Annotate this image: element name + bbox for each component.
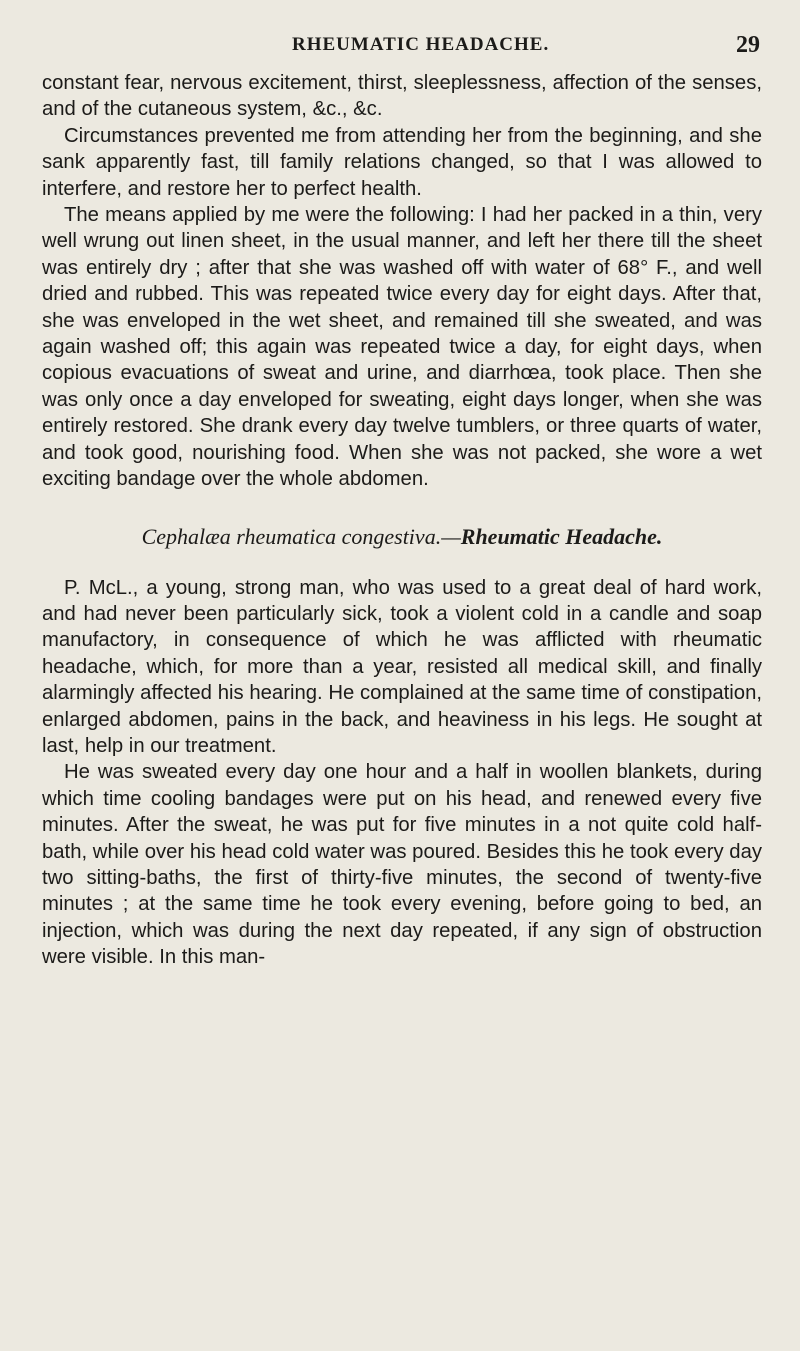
running-title: RHEUMATIC HEADACHE. [292, 34, 550, 55]
paragraph: Circumstances prevented me from attending her from the beginning, and she sank apparently fast, till family relations changed, so that I was allowed to interfere, and restore her to perfect health. [42, 124, 762, 200]
paragraph: He was sweated every day one hour and a half in woollen blankets, during which time cooling bandages were put on his head, and renewed every five minutes. After the sweat, he was put for five minutes in a not quite cold half-bath, while over his head cold water was poured. Besides this he took every day two sitting-baths, the first of thirty-five minutes, the second of twenty-five minutes ; at the same time he took every evening, before going to bed, an injection, which was during the next day repeated, if any sign of obstruction were visible. In this man- [42, 761, 762, 969]
section-heading-english: Rheumatic Headache. [460, 523, 663, 549]
body-text [42, 70, 762, 971]
paragraph: The means applied by me were the following: I had her packed in a thin, very well wrung out linen sheet, in the usual manner, and left her there till the sheet was entirely dry ; after that she was washed off with water of 68° F., and well dried and rubbed. This was repeated twice every day for eight days. After that, she was enveloped in the wet sheet, and remained till she sweated, and was again washed off; this again was repeated twice a day, for eight days, when copious evacuations of sweat and urine, and diarrhœa, took place. Then she was only once a day enveloped for sweating, eight days longer, when she was entirely restored. She drank every day twelve tumblers, or three quarts of water, and took good, nourishing food. When she was not packed, she wore a wet exciting bandage over the whole abdomen. [42, 204, 762, 491]
section-heading [42, 523, 762, 551]
paragraph: P. McL., a young, strong man, who was used to a great deal of hard work, and had never been particularly sick, took a violent cold in a candle and soap manufactory, in consequence of which he was afflicted with rheumatic headache, which, for more than a year, resisted all medical skill, and finally alarmingly affected his hearing. He complained at the same time of constipation, enlarged abdomen, pains in the back, and heaviness in his legs. He sought at last, help in our treatment. [42, 576, 762, 757]
section-heading-dash: — [441, 523, 461, 549]
paragraph: constant fear, nervous excitement, thirst, sleeplessness, affection of the senses, and of the cutaneous system, &c., &c. [42, 72, 762, 121]
running-head [42, 34, 762, 64]
page-number: 29 [736, 32, 760, 58]
section-heading-latin: Cephalæa rheumatica congestiva. [141, 523, 442, 549]
